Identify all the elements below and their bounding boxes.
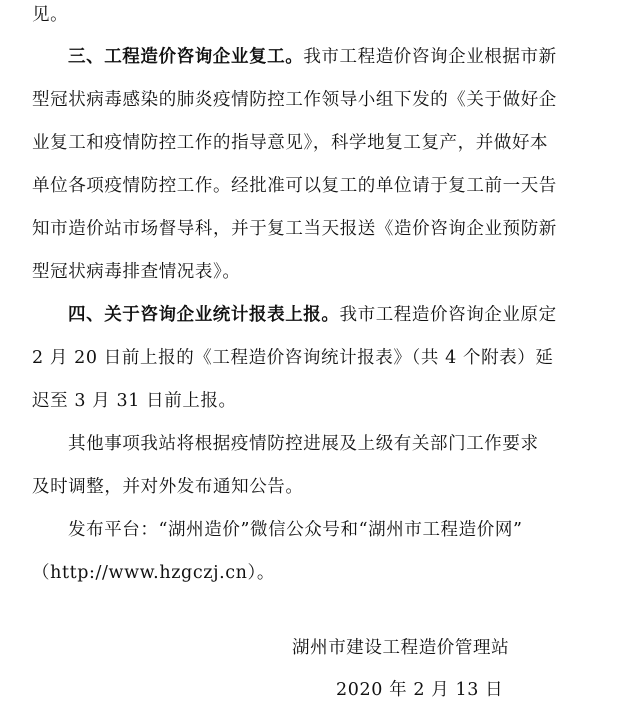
- section-4-first-line: [68, 304, 557, 326]
- section-4-line-3: 迟至 3 月 31 日前上报。: [32, 391, 237, 411]
- signature-date: 2020 年 2 月 13 日: [336, 680, 504, 700]
- other-matters-line-2: 及时调整，并对外发布通知公告。: [32, 477, 304, 497]
- section-4-line-2: 2 月 20 日前上报的《工程造价咨询统计报表》（共 4 个附表）延: [32, 348, 554, 368]
- section-3-text: 我市工程造价咨询企业根据市新: [303, 47, 557, 67]
- platform-line-2: （http://www.hzgczj.cn）。: [32, 563, 275, 583]
- section-3-heading: 三、工程造价咨询企业复工。: [68, 47, 304, 67]
- section-3-line-3: 业复工和疫情防控工作的指导意见》，科学地复工复产，并做好本: [32, 133, 549, 153]
- platform-line-1: 发布平台：“湖州造价”微信公众号和“湖州市工程造价网”: [68, 520, 523, 540]
- top-fragment: 见。: [32, 5, 69, 25]
- section-4-text: 我市工程造价咨询企业原定: [339, 305, 557, 325]
- section-3-line-5: 知市造价站市场督导科，并于复工当天报送《造价咨询企业预防新: [32, 219, 557, 239]
- section-3-first-line: [68, 46, 557, 68]
- other-matters-line-1: 其他事项我站将根据疫情防控进展及上级有关部门工作要求: [68, 434, 539, 454]
- section-3-line-4: 单位各项疫情防控工作。经批准可以复工的单位请于复工前一天告: [32, 176, 557, 196]
- section-3-line-2: 型冠状病毒感染的肺炎疫情防控工作领导小组下发的《关于做好企: [32, 90, 557, 110]
- signature-org: 湖州市建设工程造价管理站: [292, 638, 510, 658]
- section-4-heading: 四、关于咨询企业统计报表上报。: [68, 305, 340, 325]
- section-3-line-6: 型冠状病毒排查情况表》。: [32, 262, 241, 282]
